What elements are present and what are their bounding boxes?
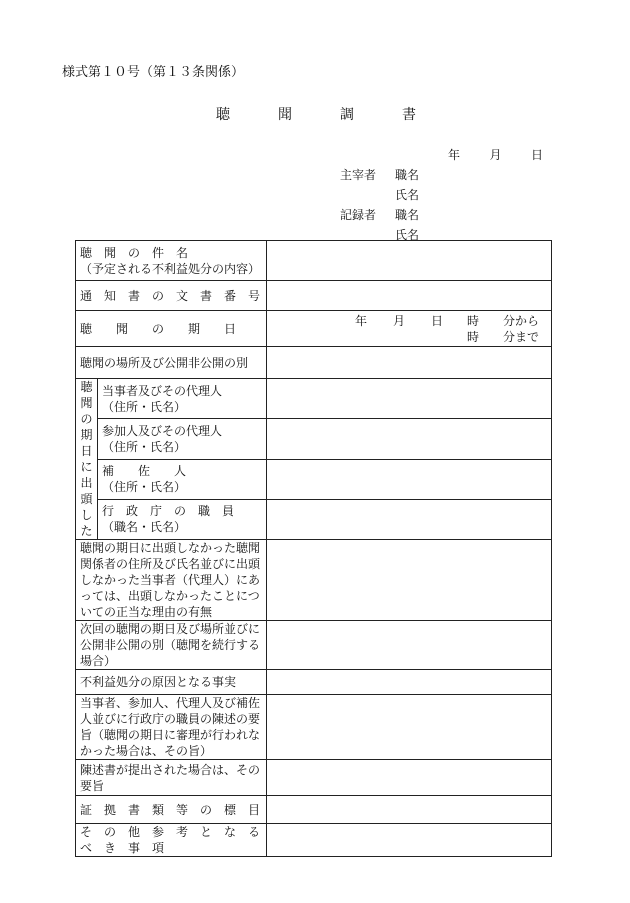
date-day: 日 — [530, 148, 543, 162]
unit-year: 年 — [354, 313, 367, 328]
case-name-sub: （予定される不利益処分の内容） — [80, 261, 261, 276]
table-row — [76, 670, 552, 695]
notice-number-label: 通 知 書 の 文 書 番 号 — [76, 281, 267, 311]
participant-cell — [98, 419, 267, 459]
table-row — [76, 540, 552, 621]
date-year: 年 — [448, 148, 461, 162]
hearing-record-table — [75, 240, 552, 857]
table-row — [76, 796, 552, 824]
place-public-value — [267, 347, 552, 379]
statements-value — [267, 695, 552, 760]
other-label: そ の 他 参 考 と な る べ き 事 項 — [76, 824, 267, 857]
assistant-label: 補 佐 人 — [102, 464, 187, 479]
unit-hour: 時 — [466, 313, 479, 328]
date-month: 月 — [489, 148, 502, 162]
case-name-value — [267, 241, 552, 281]
title-char: 調 — [340, 107, 354, 123]
agency-staff-cell — [98, 499, 267, 539]
table-row — [76, 621, 552, 670]
agency-staff-value — [267, 499, 552, 539]
table-row — [76, 760, 552, 796]
hearing-date-value — [267, 311, 552, 347]
unit-hour: 時 — [466, 329, 479, 344]
cause-facts-value — [267, 670, 552, 695]
recorder-name: 氏名 — [395, 228, 420, 242]
evidence-label: 証 拠 書 類 等 の 標 目 — [76, 796, 267, 824]
title-char: 書 — [402, 107, 416, 123]
party-value — [267, 379, 552, 419]
form-number: 様式第１０号（第１３条関係） — [62, 65, 245, 80]
table-row — [76, 419, 552, 459]
case-name-cell — [76, 241, 267, 281]
table-row — [76, 695, 552, 760]
table-row — [76, 281, 552, 311]
hearing-date-line1 — [273, 313, 539, 329]
unit-minute-until: 分まで — [502, 329, 539, 344]
presider-role: 主宰者 — [340, 168, 377, 182]
participant-value — [267, 419, 552, 459]
attendees-group-label: 聴 聞 の 期 日 に 出 頭 し た — [76, 379, 98, 540]
document-date — [448, 146, 543, 163]
agency-staff-label: 行 政 庁 の 職 員 — [102, 504, 235, 519]
table-row — [76, 499, 552, 539]
party-sub: （住所・氏名） — [102, 399, 187, 414]
table-row — [76, 311, 552, 347]
table-row — [76, 241, 552, 281]
participant-label: 参加人及びその代理人 — [102, 423, 223, 438]
hearing-date-label: 聴 聞 の 期 日 — [76, 311, 267, 347]
presider-job-title: 職名 — [395, 168, 420, 182]
case-name-label: 聴 聞 の 件 名 — [80, 245, 189, 260]
evidence-value — [267, 796, 552, 824]
cause-facts-label: 不利益処分の原因となる事実 — [76, 670, 267, 695]
recorder-role: 記録者 — [340, 208, 377, 222]
unit-minute-from: 分から — [502, 313, 539, 328]
other-value — [267, 824, 552, 857]
agency-staff-sub: （職名・氏名） — [102, 520, 187, 535]
hearing-date-line2 — [273, 329, 539, 345]
assistant-cell — [98, 459, 267, 499]
statements-label: 当事者、参加人、代理人及び補佐人並びに行政庁の職員の陳述の要旨（聴聞の期日に審理が行われなかった場合は、その旨） — [76, 695, 267, 760]
table-row — [76, 459, 552, 499]
unit-day: 日 — [430, 313, 443, 328]
notice-number-value — [267, 281, 552, 311]
next-hearing-value — [267, 621, 552, 670]
assistant-value — [267, 459, 552, 499]
document-title — [216, 104, 416, 124]
title-char: 聞 — [278, 107, 292, 123]
title-char: 聴 — [216, 107, 230, 123]
party-cell — [98, 379, 267, 419]
table-row — [76, 347, 552, 379]
party-label: 当事者及びその代理人 — [102, 383, 223, 398]
written-statement-label: 陳述書が提出された場合は、その要旨 — [76, 760, 267, 796]
absentees-label: 聴聞の期日に出頭しなかった聴聞関係者の住所及び氏名並びに出頭しなかった当事者（代理人）にあっては、出頭しなかったことについての正当な理由の有無 — [76, 540, 267, 621]
place-public-label: 聴聞の場所及び公開非公開の別 — [76, 347, 267, 379]
recorder-job-title: 職名 — [395, 208, 420, 222]
written-statement-value — [267, 760, 552, 796]
unit-month: 月 — [392, 313, 405, 328]
table-row — [76, 824, 552, 857]
next-hearing-label: 次回の聴聞の期日及び場所並びに公開非公開の別（聴聞を続行する場合） — [76, 621, 267, 670]
participant-sub: （住所・氏名） — [102, 439, 187, 454]
presider-name: 氏名 — [395, 188, 420, 202]
table-row — [76, 379, 552, 419]
assistant-sub: （住所・氏名） — [102, 480, 187, 495]
absentees-value — [267, 540, 552, 621]
